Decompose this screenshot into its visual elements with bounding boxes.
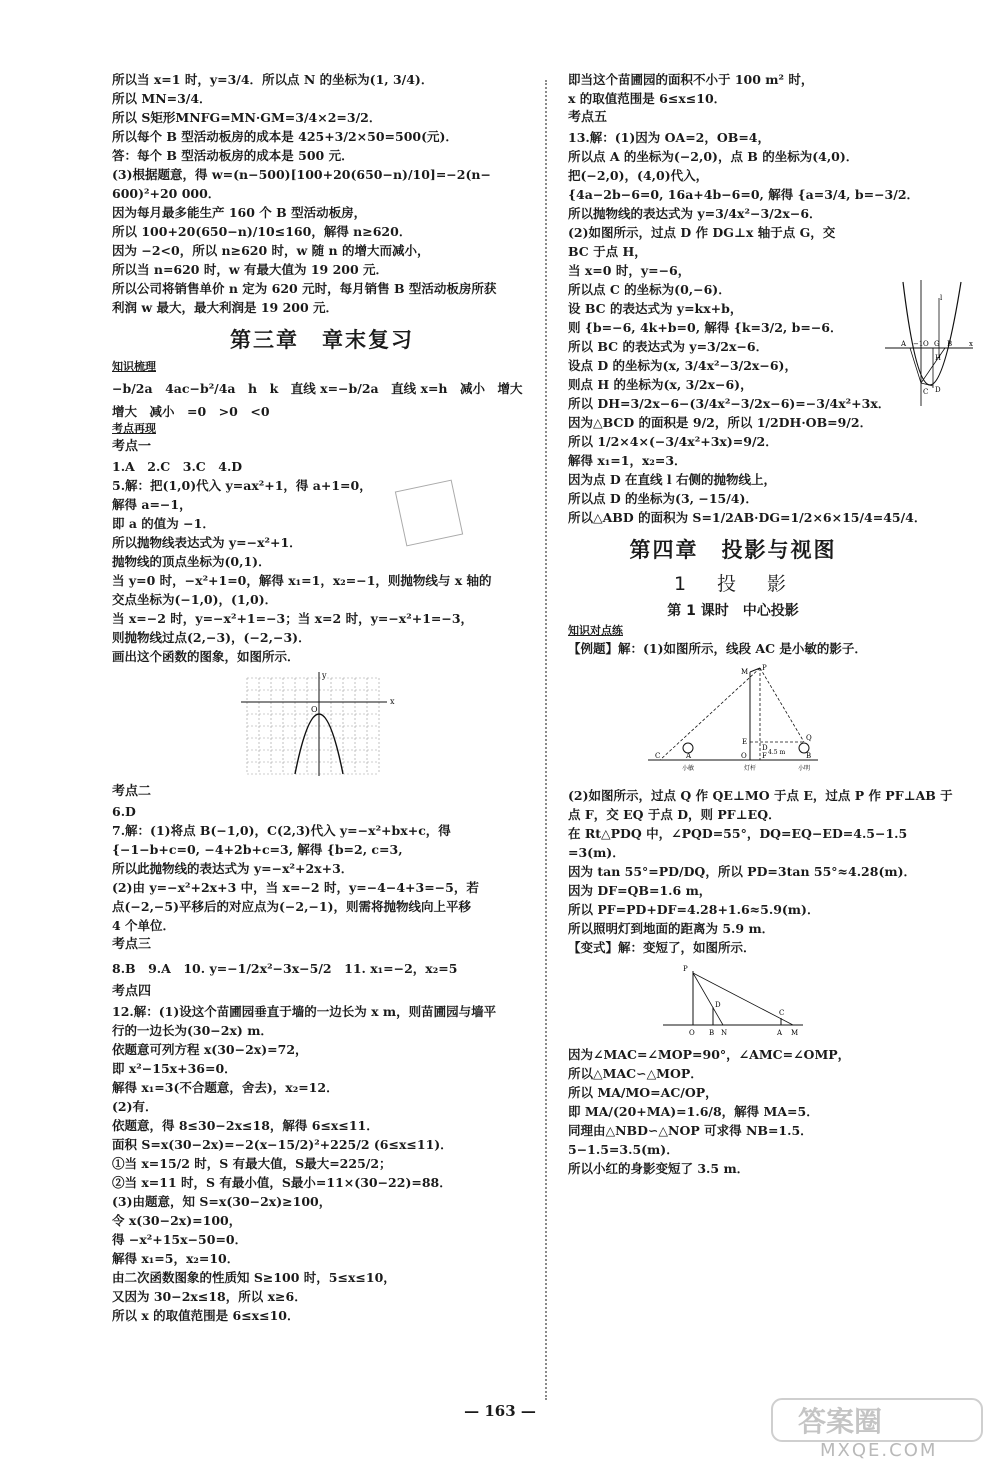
text-line: 令 x(30−2x)=100， [112,1213,242,1228]
text-line: 5−1.5=3.5(m)． [568,1142,679,1157]
text-line: 即 MA/(20+MA)=1.6/8，解得 MA=5． [568,1104,819,1119]
svg-text:Q: Q [806,734,812,742]
text-line: 则抛物线过点(2,−3)，(−2,−3)． [112,630,311,645]
watermark-logo [770,1395,985,1445]
text-line: 因为∠MAC=∠MOP=90°，∠AMC=∠OMP， [568,1047,851,1062]
text-line: 把(−2,0)，(4,0)代入， [568,168,709,183]
svg-text:A: A [901,340,907,348]
text-line: 所以公司将销售单价 n 定为 620 元时，每月销售 B 型活动板房所获 [112,281,497,296]
text-line: 所以 PF=PD+DF=4.28+1.6≈5.9(m)． [568,902,820,917]
text-line: 解得 x₁=5，x₂=10． [112,1251,240,1266]
text-line: 当 x=−2 时，y=−x²+1=−3；当 x=2 时，y=−x²+1=−3， [112,611,474,626]
text-line: (2)如图所示，过点 Q 作 QE⊥MO 于点 E，过点 P 作 PF⊥AB 于 [568,788,953,803]
left-block-c [112,802,532,935]
text-line: (2)有． [112,1099,158,1114]
text-line: ①当 x=15/2 时，S 有最大值，S最大=225/2； [112,1156,392,1171]
text-line: 所以点 C 的坐标为(0,−6)． [568,282,731,297]
text-line: 面积 S=x(30−2x)=−2(x−15/2)²+225/2 (6≤x≤11)． [112,1137,453,1152]
svg-text:灯杆: 灯杆 [744,765,757,772]
text-line: 4 个单位． [112,918,176,933]
svg-text:x: x [969,340,973,348]
right-block-d [568,786,953,957]
text-line: 因为 −2<0，所以 n≥620 时，w 随 n 的增大而减小， [112,243,430,258]
svg-text:O: O [923,340,929,348]
text-line: 当 y=0 时，−x²+1=0，解得 x₁=1，x₂=−1，则抛物线与 x 轴的 [112,573,492,588]
text-line: 所以 BC 的表达式为 y=3/2x−6． [568,339,769,354]
svg-text:x: x [390,697,395,706]
svg-text:答案圈: 答案圈 [798,1405,883,1438]
text-line: 6.D [112,804,136,819]
right-block-a [568,70,898,108]
svg-text:M: M [791,1029,799,1037]
svg-text:D: D [935,386,941,394]
text-line: 所以 S矩形MNFG=MN·GM=3/4×2=3/2． [112,110,382,125]
right-block-b [568,128,927,527]
text-line: 5.解：把(1,0)代入 y=ax²+1，得 a+1=0， [112,478,372,493]
text-line: 因为点 D 在直线 l 右侧的抛物线上， [568,472,776,487]
stamp-graphic [395,480,463,547]
text-line: 7.解：(1)将点 B(−1,0)，C(2,3)代入 y=−x²+bx+c，得 [112,823,451,838]
text-line: 同理由△NBD∽△NOP 可求得 NB=1.5． [568,1123,813,1138]
chapter3-title: 第三章 章末复习 [230,328,414,352]
column-divider [545,80,547,1400]
svg-text:C: C [655,752,661,760]
text-line: 【变式】解：变短了，如图所示． [568,940,756,955]
svg-text:M: M [741,668,749,676]
text-line: 在 Rt△PDQ 中，∠PQD=55°，DQ=EQ−ED=4.5−1.5 [568,826,908,841]
text-line: 所以 MA/MO=AC/OP， [568,1085,718,1100]
svg-text:B: B [806,752,812,760]
svg-text:O: O [311,705,318,714]
chapter4-title: 第四章 投影与视图 [629,538,837,562]
text-line: 则点 H 的坐标为(x, 3/2x−6)， [568,377,753,392]
text-line: 所以△MAC∽△MOP． [568,1066,703,1081]
text-line: 所以 MN=3/4． [112,91,212,106]
text-line: 设点 D 的坐标为(x, 3/4x²−3/2x−6)， [568,358,797,373]
text-line: 解得 x₁=1，x₂=3． [568,453,687,468]
svg-text:B: B [947,340,953,348]
text-line: 所以每个 B 型活动板房的成本是 425+3/2×50=500(元)． [112,129,458,144]
text-line: 所以 1/2×4×(−3/4x²+3x)=9/2． [568,434,778,449]
text-line: 因为△BCD 的面积是 9/2，所以 1/2DH·OB=9/2． [568,415,873,430]
text-line: 即 a 的值为 −1． [112,516,215,531]
watermark-url: MXQE.COM [820,1440,938,1461]
text-line: {−1−b+c=0, −4+2b+c=3, 解得 {b=2, c=3, [112,842,403,857]
svg-text:O: O [741,752,747,760]
text-line: 由二次函数图象的性质知 S≥100 时，5≤x≤10， [112,1270,396,1285]
svg-text:小敏: 小敏 [682,765,695,772]
text-line: 答：每个 B 型活动板房的成本是 500 元． [112,148,354,163]
text-line: 利润 w 最大，最大利润是 19 200 元． [112,300,339,315]
text-line: 因为 DF=QB=1.6 m， [568,883,712,898]
text-line: 所以抛物线表达式为 y=−x²+1． [112,535,302,550]
svg-text:D: D [762,744,768,752]
text-line: 所以当 x=1 时，y=3/4．所以点 N 的坐标为(1, 3/4)． [112,72,434,87]
svg-text:l: l [940,294,943,302]
zsgl-label: 知识梳理 [112,360,156,373]
svg-text:A: A [686,752,692,760]
text-line: (2)如图所示，过点 D 作 DG⊥x 轴于点 G，交 [568,225,836,240]
lesson-title: 1 投 影 [673,573,793,595]
text-line: 画出这个函数的图象，如图所示． [112,649,300,664]
text-line: 即当这个苗圃园的面积不小于 100 m² 时， [568,72,814,87]
lamp-post-figure [653,961,813,1041]
text-line: 交点坐标为(−1,0)，(1,0)． [112,592,278,607]
text-line: 13.解：(1)因为 OA=2，OB=4， [568,130,771,145]
svg-text:H: H [935,354,942,362]
left-block-a [112,70,532,317]
kdzx-label: 考点再现 [112,422,156,435]
svg-text:D: D [715,1001,721,1009]
svg-text:E: E [742,738,748,746]
text-line: 点(−2,−5)平移后的对应点为(−2,−1)，则需将抛物线向上平移 [112,899,472,914]
text-line: 所以 DH=3/2x−6−(3/4x²−3/2x−6)=−3/4x²+3x． [568,396,891,411]
text-line: 解得 a=−1， [112,497,192,512]
svg-text:P: P [683,965,688,973]
text-line: 【例题】解：(1)如图所示，线段 AC 是小敏的影子． [568,641,867,656]
kd1-heading: 考点一 [112,439,152,454]
text-line: 1.A 2.C 3.C 4.D [112,459,243,474]
kd5-heading: 考点五 [568,110,608,125]
text-line: 所以当 n=620 时，w 有最大值为 19 200 元． [112,262,389,277]
svg-text:F: F [762,752,767,760]
kd3-heading: 考点三 [112,937,152,952]
text-line: 得 −x²+15x−50=0． [112,1232,248,1247]
right-block-c [568,639,898,658]
kd4-heading: 考点四 [112,984,152,999]
text-line: ②当 x=11 时，S 有最小值，S最小=11×(30−22)=88． [112,1175,452,1190]
text-line: 12.解：(1)设这个苗圃园垂直于墙的一边长为 x m，则苗圃园与墙平 [112,1004,497,1019]
text-line: 解得 x₁=3(不合题意，舍去)，x₂=12． [112,1080,339,1095]
left-block-b [112,457,532,666]
text-line: 又因为 30−2x≤18，所以 x≥6． [112,1289,307,1304]
text-line: 600)²+20 000． [112,186,221,201]
svg-text:C: C [923,388,929,396]
parabola-graph-figure [237,670,407,778]
kd2-heading: 考点二 [112,784,152,799]
text-line: 行的一边长为(30−2x) m． [112,1023,273,1038]
text-line: x 的取值范围是 6≤x≤10． [568,91,727,106]
text-line: 则 {b=−6, 4k+b=0, 解得 {k=3/2, b=−6． [568,320,843,335]
text-line: 所以此抛物线的表达式为 y=−x²+2x+3． [112,861,354,876]
text-line: 所以 100+20(650−n)/10≤160，解得 n≥620． [112,224,412,239]
zsdd-label: 知识对点练 [568,624,623,637]
text-line: 抛物线的顶点坐标为(0,1)． [112,554,271,569]
svg-text:G: G [934,340,940,348]
text-line: (3)由题意，知 S=x(30−2x)≥100， [112,1194,332,1209]
text-line: 当 x=0 时，y=−6， [568,263,691,278]
svg-text:P: P [762,664,767,672]
text-line: BC 于点 H， [568,244,647,259]
text-line: 所以小红的身影变短了 3.5 m． [568,1161,750,1176]
text-line: =3(m)． [568,845,625,860]
text-line: 因为每月最多能生产 160 个 B 型活动板房， [112,205,367,220]
text-line: 即 x²−15x+36=0． [112,1061,237,1076]
right-column [568,70,973,1178]
text-line: 所以 x 的取值范围是 6≤x≤10． [112,1308,300,1323]
svg-text:N: N [721,1029,728,1037]
zsgl-line-1: −b/2a 4ac−b²/4a h k 直线 x=−b/2a 直线 x=h 减小 增大 [112,381,523,396]
page-number: — 163 — [464,1402,536,1420]
text-line: 点 F，交 EQ 于点 D，则 PF⊥EQ． [568,807,781,822]
right-block-e [568,1045,898,1178]
text-line: 依题意，得 8≤30−2x≤18，解得 6≤x≤11． [112,1118,379,1133]
left-block-d [112,1002,532,1325]
text-line: {4a−2b−6=0, 16a+4b−6=0, 解得 {a=3/4, b=−3/2． [568,187,920,202]
text-line: 因为 tan 55°=PD/DQ，所以 PD=3tan 55°≈4.28(m)． [568,864,917,879]
lamp-shadow-figure [638,662,828,782]
parabola-bcd-figure [883,278,975,408]
text-line: 所以点 D 的坐标为(3, −15/4)． [568,491,758,506]
text-line: 所以照明灯到地面的距离为 5.9 m． [568,921,775,936]
svg-text:B: B [709,1029,715,1037]
text-line: 依题意可列方程 x(30−2x)=72， [112,1042,308,1057]
lesson-subtitle: 第 1 课时 中心投影 [667,603,799,619]
svg-text:A: A [777,1029,783,1037]
zsgl-line-2: 增大 减小 =0 >0 <0 [112,404,270,419]
svg-text:4.5 m: 4.5 m [768,749,786,756]
svg-text:小明: 小明 [798,765,811,772]
text-line: 设 BC 的表达式为 y=kx+b， [568,301,743,316]
left-column [112,70,532,1325]
text-line: (2)由 y=−x²+2x+3 中，当 x=−2 时，y=−4−4+3=−5，若 [112,880,479,895]
svg-text:y: y [322,671,327,680]
text-line: 所以抛物线的表达式为 y=3/4x²−3/2x−6． [568,206,822,221]
svg-text:C: C [779,1009,785,1017]
text-line: 所以点 A 的坐标为(−2,0)，点 B 的坐标为(4,0)． [568,149,859,164]
text-line: (3)根据题意，得 w=(n−500)[100+20(650−n)/10]=−2(n− [112,167,491,182]
svg-text:−1: −1 [913,340,924,348]
svg-text:O: O [689,1029,695,1037]
text-line: 所以△ABD 的面积为 S=1/2AB·DG=1/2×6×15/4=45/4． [568,510,927,525]
kd3-answers: 8.B 9.A 10. y=−1/2x²−3x−5/2 11. x₁=−2，x₂=5 [112,961,458,976]
